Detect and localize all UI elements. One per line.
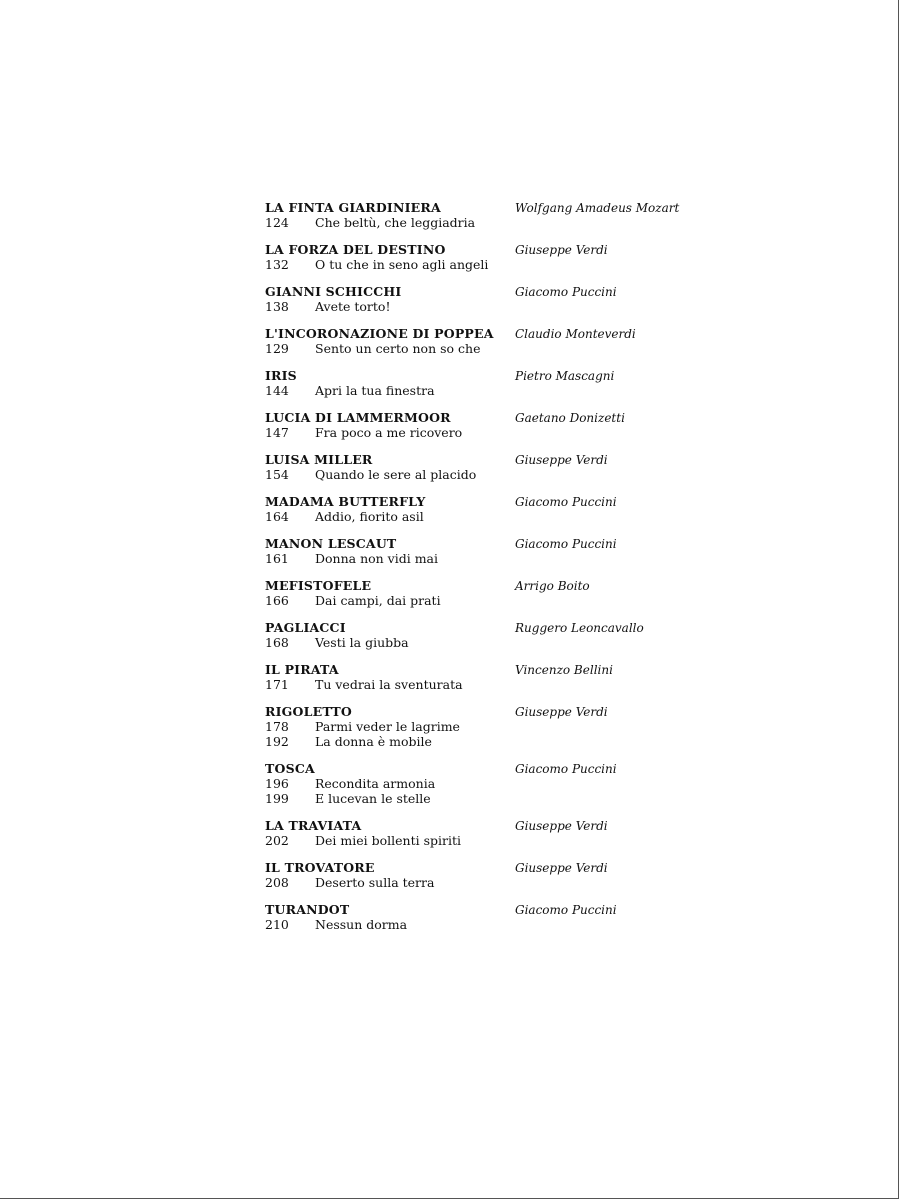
page-number: 166 [265,593,289,608]
page-number: 161 [265,551,289,566]
composer-name: Giacomo Puccini [515,537,617,551]
aria-title: Addio, fiorito asil [315,509,424,524]
contents-entry [265,578,705,608]
entry-heading [265,494,705,509]
aria-title: Recondita armonia [315,776,436,791]
composer-name: Claudio Monteverdi [515,327,636,341]
opera-title: PAGLIACCI [265,620,346,635]
aria-row [265,551,705,566]
contents-entry [265,662,705,692]
opera-title: IL PIRATA [265,662,339,677]
entry-heading [265,368,705,383]
composer-name: Giacomo Puccini [515,495,617,509]
opera-title: MEFISTOFELE [265,578,372,593]
opera-title: LA FORZA DEL DESTINO [265,242,446,257]
page-number: 178 [265,719,289,734]
contents-entry [265,818,705,848]
aria-row [265,791,705,806]
contents-entry [265,368,705,398]
aria-row [265,425,705,440]
opera-title: IRIS [265,368,297,383]
aria-title: E lucevan le stelle [315,791,431,806]
aria-title: Nessun dorma [315,917,408,932]
entry-heading [265,536,705,551]
aria-title: Deserto sulla terra [315,875,435,890]
opera-title: MADAMA BUTTERFLY [265,494,426,509]
composer-name: Gaetano Donizetti [515,411,625,425]
entry-heading [265,761,705,776]
page-number: 196 [265,776,289,791]
page-number: 199 [265,791,289,806]
composer-name: Giacomo Puccini [515,762,617,776]
page-number: 132 [265,257,289,272]
entry-heading [265,860,705,875]
page-number: 154 [265,467,289,482]
aria-row [265,776,705,791]
entry-heading [265,284,705,299]
composer-name: Vincenzo Bellini [515,663,613,677]
aria-row [265,341,705,356]
contents-entry [265,902,705,932]
aria-title: La donna è mobile [315,734,432,749]
page-number: 171 [265,677,289,692]
contents-entry [265,860,705,890]
contents-entry [265,494,705,524]
contents-entry [265,761,705,806]
aria-row [265,257,705,272]
aria-title: Apri la tua finestra [315,383,435,398]
page-number: 210 [265,917,289,932]
aria-row [265,833,705,848]
composer-name: Giuseppe Verdi [515,861,608,875]
page-number: 168 [265,635,289,650]
contents-entry [265,326,705,356]
composer-name: Giuseppe Verdi [515,819,608,833]
composer-name: Giuseppe Verdi [515,243,608,257]
aria-title: Vesti la giubba [315,635,409,650]
entry-heading [265,902,705,917]
aria-row [265,734,705,749]
aria-row [265,467,705,482]
opera-title: LUISA MILLER [265,452,373,467]
contents-entry [265,284,705,314]
aria-title: Fra poco a me ricovero [315,425,463,440]
aria-title: Parmi veder le lagrime [315,719,460,734]
opera-title: LUCIA DI LAMMERMOOR [265,410,451,425]
entry-heading [265,818,705,833]
page-number: 202 [265,833,289,848]
aria-row [265,719,705,734]
entry-heading [265,452,705,467]
aria-row [265,299,705,314]
aria-title: Quando le sere al placido [315,467,477,482]
contents-entry [265,620,705,650]
page-number: 129 [265,341,289,356]
aria-row [265,635,705,650]
aria-title: Donna non vidi mai [315,551,439,566]
composer-name: Giuseppe Verdi [515,705,608,719]
entry-heading [265,410,705,425]
composer-name: Giacomo Puccini [515,903,617,917]
opera-title: TURANDOT [265,902,350,917]
page-number: 144 [265,383,289,398]
aria-title: Dei miei bollenti spiriti [315,833,461,848]
contents-list [265,200,705,944]
entry-heading [265,200,705,215]
contents-entry [265,242,705,272]
aria-row [265,677,705,692]
opera-title: MANON LESCAUT [265,536,397,551]
opera-title: LA TRAVIATA [265,818,362,833]
aria-title: O tu che in seno agli angeli [315,257,489,272]
aria-row [265,917,705,932]
opera-title: GIANNI SCHICCHI [265,284,402,299]
opera-title: RIGOLETTO [265,704,352,719]
page-number: 164 [265,509,289,524]
opera-title: TOSCA [265,761,315,776]
opera-title: LA FINTA GIARDINIERA [265,200,441,215]
aria-title: Dai campi, dai prati [315,593,441,608]
entry-heading [265,326,705,341]
aria-title: Che beltù, che leggiadria [315,215,476,230]
contents-entry [265,452,705,482]
aria-title: Avete torto! [315,299,391,314]
entry-heading [265,620,705,635]
opera-title: IL TROVATORE [265,860,375,875]
contents-entry [265,200,705,230]
composer-name: Pietro Mascagni [515,369,615,383]
aria-row [265,593,705,608]
entry-heading [265,704,705,719]
composer-name: Wolfgang Amadeus Mozart [515,201,680,215]
entry-heading [265,578,705,593]
contents-entry [265,410,705,440]
aria-title: Sento un certo non so che [315,341,481,356]
entry-heading [265,662,705,677]
aria-row [265,509,705,524]
aria-row [265,875,705,890]
page-number: 208 [265,875,289,890]
contents-entry [265,536,705,566]
composer-name: Giuseppe Verdi [515,453,608,467]
opera-title: L'INCORONAZIONE DI POPPEA [265,326,494,341]
aria-row [265,215,705,230]
contents-entry [265,704,705,749]
aria-row [265,383,705,398]
page-number: 147 [265,425,289,440]
page-number: 124 [265,215,289,230]
composer-name: Arrigo Boito [515,579,590,593]
entry-heading [265,242,705,257]
page-number: 192 [265,734,289,749]
composer-name: Giacomo Puccini [515,285,617,299]
aria-title: Tu vedrai la sventurata [315,677,463,692]
page-number: 138 [265,299,289,314]
composer-name: Ruggero Leoncavallo [515,621,644,635]
